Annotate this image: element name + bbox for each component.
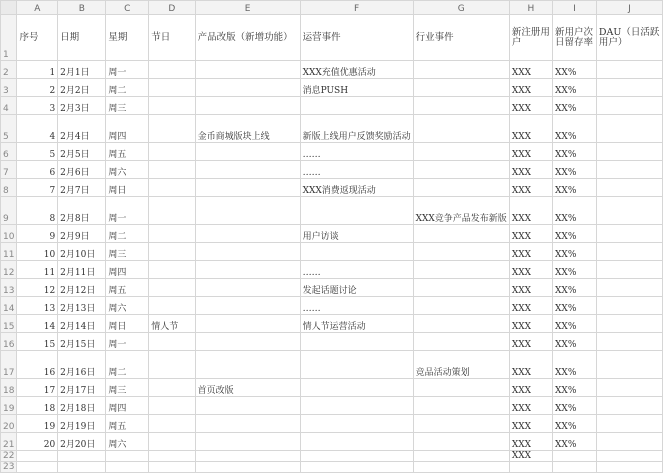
cell-date[interactable]: [58, 451, 106, 462]
column-header-F[interactable]: F: [300, 1, 413, 15]
cell-ops[interactable]: [300, 333, 413, 351]
cell-industry[interactable]: [413, 315, 509, 333]
cell-date[interactable]: 2月5日: [58, 143, 106, 161]
cell-seq[interactable]: 6: [17, 161, 58, 179]
cell-date[interactable]: 2月12日: [58, 279, 106, 297]
cell-date[interactable]: 2月2日: [58, 79, 106, 97]
table-row: [1, 297, 663, 315]
row-header[interactable]: 13: [1, 279, 17, 297]
cell-product[interactable]: [195, 397, 300, 415]
cell-dau[interactable]: [596, 433, 662, 451]
select-all-corner[interactable]: [1, 1, 17, 15]
cell-retention[interactable]: XX%: [553, 79, 597, 97]
cell-product[interactable]: [195, 415, 300, 433]
cell-dau[interactable]: [596, 225, 662, 243]
cell-retention[interactable]: XX%: [553, 333, 597, 351]
cell-industry[interactable]: [413, 79, 509, 97]
cell-ops[interactable]: [300, 451, 413, 462]
cell-product[interactable]: [195, 97, 300, 115]
row-header[interactable]: 18: [1, 379, 17, 397]
cell-product[interactable]: [195, 315, 300, 333]
column-header-G[interactable]: G: [413, 1, 509, 15]
cell-dau[interactable]: [596, 97, 662, 115]
cell-festival[interactable]: [149, 97, 195, 115]
cell-retention[interactable]: XX%: [553, 351, 597, 379]
cell-product[interactable]: [195, 143, 300, 161]
cell-ops[interactable]: [300, 97, 413, 115]
cell-industry[interactable]: [413, 243, 509, 261]
cell-date[interactable]: 2月17日: [58, 379, 106, 397]
cell-festival[interactable]: [149, 297, 195, 315]
table-row: [1, 161, 663, 179]
cell-weekday[interactable]: 周三: [106, 243, 149, 261]
cell-dau[interactable]: [596, 143, 662, 161]
cell-retention[interactable]: XX%: [553, 115, 597, 143]
cell-dau[interactable]: [596, 333, 662, 351]
cell-seq[interactable]: 18: [17, 397, 58, 415]
table-row: [1, 61, 663, 79]
column-header-row: [1, 1, 663, 15]
table-row: [1, 143, 663, 161]
cell-new-users[interactable]: XXX: [509, 433, 552, 451]
cell-new-users[interactable]: XXX: [509, 451, 552, 462]
table-row: [1, 415, 663, 433]
row-header[interactable]: 2: [1, 61, 17, 79]
cell-dau[interactable]: [596, 115, 662, 143]
cell-retention[interactable]: XX%: [553, 415, 597, 433]
cell-seq[interactable]: 4: [17, 115, 58, 143]
cell-seq[interactable]: 8: [17, 197, 58, 225]
cell-seq[interactable]: 11: [17, 261, 58, 279]
cell-new-users[interactable]: XXX: [509, 61, 552, 79]
cell-weekday[interactable]: 周二: [106, 79, 149, 97]
cell-dau[interactable]: [596, 279, 662, 297]
cell-new-users[interactable]: XXX: [509, 315, 552, 333]
empty-cell[interactable]: [300, 462, 413, 473]
cell-industry[interactable]: [413, 161, 509, 179]
row-header[interactable]: 12: [1, 261, 17, 279]
table-row: [1, 397, 663, 415]
cell-seq[interactable]: 13: [17, 297, 58, 315]
cell-new-users[interactable]: XXX: [509, 197, 552, 225]
empty-cell[interactable]: [596, 462, 662, 473]
cell-festival[interactable]: [149, 61, 195, 79]
cell-new-users[interactable]: XXX: [509, 379, 552, 397]
cell-product[interactable]: [195, 79, 300, 97]
empty-cell[interactable]: [195, 462, 300, 473]
cell-dau[interactable]: [596, 397, 662, 415]
cell-industry[interactable]: [413, 415, 509, 433]
cell-dau[interactable]: [596, 61, 662, 79]
cell-industry[interactable]: [413, 97, 509, 115]
table-row: [1, 243, 663, 261]
cell-dau[interactable]: [596, 351, 662, 379]
table-row: [1, 225, 663, 243]
row-header[interactable]: 15: [1, 315, 17, 333]
cell-product[interactable]: [195, 333, 300, 351]
cell-industry[interactable]: [413, 179, 509, 197]
cell-festival[interactable]: [149, 279, 195, 297]
cell-product[interactable]: [195, 261, 300, 279]
cell-seq[interactable]: 2: [17, 79, 58, 97]
grid-body: [1, 1, 663, 473]
cell-festival[interactable]: [149, 397, 195, 415]
table-header-row: [1, 15, 663, 61]
empty-cell[interactable]: [149, 462, 195, 473]
column-header-H[interactable]: H: [509, 1, 552, 15]
column-header-A[interactable]: A: [17, 1, 58, 15]
cell-weekday[interactable]: 周四: [106, 397, 149, 415]
row-header[interactable]: 16: [1, 333, 17, 351]
cell-festival[interactable]: [149, 333, 195, 351]
row-header[interactable]: 8: [1, 179, 17, 197]
cell-retention[interactable]: XX%: [553, 297, 597, 315]
row-header[interactable]: 19: [1, 397, 17, 415]
column-header-B[interactable]: B: [58, 1, 106, 15]
cell-ops[interactable]: XXX充值优惠活动: [300, 61, 413, 79]
row-header[interactable]: 5: [1, 115, 17, 143]
column-header-C[interactable]: C: [106, 1, 149, 15]
cell-product[interactable]: 金币商城版块上线: [195, 115, 300, 143]
cell-retention[interactable]: [553, 451, 597, 462]
cell-dau[interactable]: [596, 379, 662, 397]
cell-retention[interactable]: XX%: [553, 179, 597, 197]
cell-new-users[interactable]: XXX: [509, 143, 552, 161]
cell-new-users[interactable]: XXX: [509, 297, 552, 315]
table-row: [1, 333, 663, 351]
row-header[interactable]: 1: [1, 15, 17, 61]
cell-ops[interactable]: [300, 415, 413, 433]
header-seq[interactable]: 序号: [17, 15, 58, 61]
cell-weekday[interactable]: 周一: [106, 333, 149, 351]
cell-weekday[interactable]: 周三: [106, 97, 149, 115]
table-row: [1, 433, 663, 451]
row-header[interactable]: 22: [1, 451, 17, 462]
header-dau[interactable]: DAU（日活跃用户）: [596, 15, 662, 61]
cell-retention[interactable]: XX%: [553, 397, 597, 415]
cell-festival[interactable]: [149, 433, 195, 451]
cell-product[interactable]: [195, 225, 300, 243]
cell-seq[interactable]: 17: [17, 379, 58, 397]
cell-ops[interactable]: [300, 197, 413, 225]
cell-dau[interactable]: [596, 297, 662, 315]
cell-date[interactable]: 2月14日: [58, 315, 106, 333]
cell-date[interactable]: 2月11日: [58, 261, 106, 279]
cell-festival[interactable]: [149, 415, 195, 433]
cell-date[interactable]: 2月20日: [58, 433, 106, 451]
header-retention[interactable]: 新用户次日留存率: [553, 15, 597, 61]
cell-weekday[interactable]: 周二: [106, 225, 149, 243]
cell-product[interactable]: [195, 433, 300, 451]
cell-date[interactable]: 2月4日: [58, 115, 106, 143]
table-row: [1, 179, 663, 197]
cell-new-users[interactable]: XXX: [509, 161, 552, 179]
empty-cell[interactable]: [413, 462, 509, 473]
cell-ops[interactable]: [300, 397, 413, 415]
cell-industry[interactable]: [413, 397, 509, 415]
cell-festival[interactable]: [149, 261, 195, 279]
cell-date[interactable]: 2月19日: [58, 415, 106, 433]
row-header[interactable]: 4: [1, 97, 17, 115]
empty-cell[interactable]: [509, 462, 552, 473]
cell-date[interactable]: 2月7日: [58, 179, 106, 197]
cell-weekday[interactable]: 周四: [106, 261, 149, 279]
cell-retention[interactable]: XX%: [553, 433, 597, 451]
table-row: [1, 115, 663, 143]
cell-product[interactable]: [195, 179, 300, 197]
cell-industry[interactable]: [413, 115, 509, 143]
cell-festival[interactable]: [149, 161, 195, 179]
cell-product[interactable]: [195, 297, 300, 315]
cell-new-users[interactable]: XXX: [509, 397, 552, 415]
cell-weekday[interactable]: 周六: [106, 161, 149, 179]
header-product[interactable]: 产品改版（新增功能）: [195, 15, 300, 61]
cell-retention[interactable]: XX%: [553, 143, 597, 161]
table-row: [1, 379, 663, 397]
cell-product[interactable]: [195, 243, 300, 261]
cell-retention[interactable]: XX%: [553, 161, 597, 179]
cell-festival[interactable]: [149, 351, 195, 379]
cell-ops[interactable]: [300, 433, 413, 451]
cell-industry[interactable]: [413, 143, 509, 161]
cell-new-users[interactable]: XXX: [509, 179, 552, 197]
cell-new-users[interactable]: XXX: [509, 351, 552, 379]
cell-dau[interactable]: [596, 451, 662, 462]
cell-festival[interactable]: [149, 143, 195, 161]
cell-retention[interactable]: XX%: [553, 379, 597, 397]
cell-seq[interactable]: [17, 451, 58, 462]
cell-weekday[interactable]: 周日: [106, 179, 149, 197]
cell-industry[interactable]: 竞品活动策划: [413, 351, 509, 379]
cell-weekday[interactable]: 周六: [106, 433, 149, 451]
cell-product[interactable]: 首页改版: [195, 379, 300, 397]
cell-retention[interactable]: XX%: [553, 61, 597, 79]
cell-ops[interactable]: [300, 351, 413, 379]
cell-product[interactable]: [195, 61, 300, 79]
cell-date[interactable]: 2月3日: [58, 97, 106, 115]
cell-festival[interactable]: 情人节: [149, 315, 195, 333]
row-header[interactable]: 11: [1, 243, 17, 261]
cell-product[interactable]: [195, 351, 300, 379]
row-header[interactable]: 14: [1, 297, 17, 315]
cell-date[interactable]: 2月10日: [58, 243, 106, 261]
cell-date[interactable]: 2月15日: [58, 333, 106, 351]
column-header-D[interactable]: D: [149, 1, 195, 15]
table-row: [1, 97, 663, 115]
cell-festival[interactable]: [149, 451, 195, 462]
table-row: [1, 79, 663, 97]
cell-seq[interactable]: 10: [17, 243, 58, 261]
cell-new-users[interactable]: XXX: [509, 415, 552, 433]
cell-festival[interactable]: [149, 243, 195, 261]
cell-ops[interactable]: ……: [300, 297, 413, 315]
cell-ops[interactable]: ……: [300, 161, 413, 179]
row-header[interactable]: 23: [1, 462, 17, 473]
cell-product[interactable]: [195, 161, 300, 179]
row-header[interactable]: 6: [1, 143, 17, 161]
header-date[interactable]: 日期: [58, 15, 106, 61]
row-header[interactable]: 20: [1, 415, 17, 433]
cell-new-users[interactable]: XXX: [509, 243, 552, 261]
cell-seq[interactable]: 19: [17, 415, 58, 433]
column-header-I[interactable]: I: [553, 1, 597, 15]
cell-new-users[interactable]: XXX: [509, 97, 552, 115]
header-industry[interactable]: 行业事件: [413, 15, 509, 61]
cell-seq[interactable]: 12: [17, 279, 58, 297]
cell-dau[interactable]: [596, 161, 662, 179]
table-row: [1, 351, 663, 379]
cell-weekday[interactable]: 周五: [106, 279, 149, 297]
row-header[interactable]: 7: [1, 161, 17, 179]
cell-dau[interactable]: [596, 243, 662, 261]
cell-retention[interactable]: XX%: [553, 225, 597, 243]
empty-cell[interactable]: [17, 462, 58, 473]
cell-seq[interactable]: 3: [17, 97, 58, 115]
cell-retention[interactable]: XX%: [553, 197, 597, 225]
table-row: [1, 197, 663, 225]
cell-weekday[interactable]: 周一: [106, 197, 149, 225]
cell-date[interactable]: 2月6日: [58, 161, 106, 179]
cell-seq[interactable]: 7: [17, 179, 58, 197]
cell-ops[interactable]: 新版上线用户反馈奖励活动: [300, 115, 413, 143]
row-header[interactable]: 9: [1, 197, 17, 225]
cell-date[interactable]: 2月9日: [58, 225, 106, 243]
table-row: [1, 451, 663, 462]
cell-dau[interactable]: [596, 261, 662, 279]
cell-retention[interactable]: XX%: [553, 315, 597, 333]
cell-weekday[interactable]: [106, 451, 149, 462]
cell-ops[interactable]: ……: [300, 261, 413, 279]
cell-dau[interactable]: [596, 79, 662, 97]
cell-ops[interactable]: XXX消费返现活动: [300, 179, 413, 197]
empty-cell[interactable]: [58, 462, 106, 473]
cell-seq[interactable]: 15: [17, 333, 58, 351]
cell-new-users[interactable]: XXX: [509, 279, 552, 297]
header-new-users[interactable]: 新注册用户: [509, 15, 552, 61]
cell-product[interactable]: [195, 197, 300, 225]
cell-festival[interactable]: [149, 197, 195, 225]
cell-dau[interactable]: [596, 315, 662, 333]
table-row: [1, 261, 663, 279]
cell-industry[interactable]: [413, 433, 509, 451]
row-header[interactable]: 3: [1, 79, 17, 97]
cell-weekday[interactable]: 周三: [106, 379, 149, 397]
cell-industry[interactable]: [413, 61, 509, 79]
cell-industry[interactable]: [413, 261, 509, 279]
cell-festival[interactable]: [149, 225, 195, 243]
cell-weekday[interactable]: 周六: [106, 297, 149, 315]
column-header-J[interactable]: J: [596, 1, 662, 15]
row-header[interactable]: 21: [1, 433, 17, 451]
cell-industry[interactable]: [413, 279, 509, 297]
cell-festival[interactable]: [149, 379, 195, 397]
cell-industry[interactable]: [413, 379, 509, 397]
cell-retention[interactable]: XX%: [553, 243, 597, 261]
cell-ops[interactable]: 用户访谈: [300, 225, 413, 243]
cell-festival[interactable]: [149, 79, 195, 97]
cell-product[interactable]: [195, 279, 300, 297]
cell-industry[interactable]: [413, 297, 509, 315]
cell-seq[interactable]: 9: [17, 225, 58, 243]
cell-date[interactable]: 2月8日: [58, 197, 106, 225]
row-header[interactable]: 17: [1, 351, 17, 379]
cell-weekday[interactable]: 周五: [106, 143, 149, 161]
header-weekday[interactable]: 星期: [106, 15, 149, 61]
cell-new-users[interactable]: XXX: [509, 261, 552, 279]
cell-new-users[interactable]: XXX: [509, 79, 552, 97]
cell-industry[interactable]: XXX竞争产品发布新版: [413, 197, 509, 225]
cell-seq[interactable]: 5: [17, 143, 58, 161]
cell-dau[interactable]: [596, 415, 662, 433]
column-header-E[interactable]: E: [195, 1, 300, 15]
cell-product[interactable]: [195, 451, 300, 462]
cell-date[interactable]: 2月18日: [58, 397, 106, 415]
cell-ops[interactable]: 发起话题讨论: [300, 279, 413, 297]
cell-industry[interactable]: [413, 333, 509, 351]
header-ops[interactable]: 运营事件: [300, 15, 413, 61]
cell-weekday[interactable]: 周二: [106, 351, 149, 379]
cell-new-users[interactable]: XXX: [509, 115, 552, 143]
cell-new-users[interactable]: XXX: [509, 333, 552, 351]
cell-seq[interactable]: 16: [17, 351, 58, 379]
cell-ops[interactable]: 消息PUSH: [300, 79, 413, 97]
cell-retention[interactable]: XX%: [553, 261, 597, 279]
header-festival[interactable]: 节日: [149, 15, 195, 61]
cell-weekday[interactable]: 周四: [106, 115, 149, 143]
cell-weekday[interactable]: 周日: [106, 315, 149, 333]
cell-date[interactable]: 2月13日: [58, 297, 106, 315]
table-row: [1, 315, 663, 333]
empty-cell[interactable]: [106, 462, 149, 473]
cell-weekday[interactable]: 周五: [106, 415, 149, 433]
cell-retention[interactable]: XX%: [553, 279, 597, 297]
empty-cell[interactable]: [553, 462, 597, 473]
cell-dau[interactable]: [596, 197, 662, 225]
cell-ops[interactable]: [300, 379, 413, 397]
cell-new-users[interactable]: XXX: [509, 225, 552, 243]
cell-ops[interactable]: [300, 243, 413, 261]
cell-dau[interactable]: [596, 179, 662, 197]
cell-seq[interactable]: 14: [17, 315, 58, 333]
cell-festival[interactable]: [149, 179, 195, 197]
cell-seq[interactable]: 20: [17, 433, 58, 451]
cell-ops[interactable]: ……: [300, 143, 413, 161]
cell-industry[interactable]: [413, 451, 509, 462]
cell-weekday[interactable]: 周一: [106, 61, 149, 79]
table-row: [1, 279, 663, 297]
row-header[interactable]: 10: [1, 225, 17, 243]
cell-date[interactable]: 2月1日: [58, 61, 106, 79]
cell-ops[interactable]: 情人节运营活动: [300, 315, 413, 333]
cell-date[interactable]: 2月16日: [58, 351, 106, 379]
cell-festival[interactable]: [149, 115, 195, 143]
cell-seq[interactable]: 1: [17, 61, 58, 79]
cell-industry[interactable]: [413, 225, 509, 243]
cell-retention[interactable]: XX%: [553, 97, 597, 115]
table-row: [1, 462, 663, 473]
